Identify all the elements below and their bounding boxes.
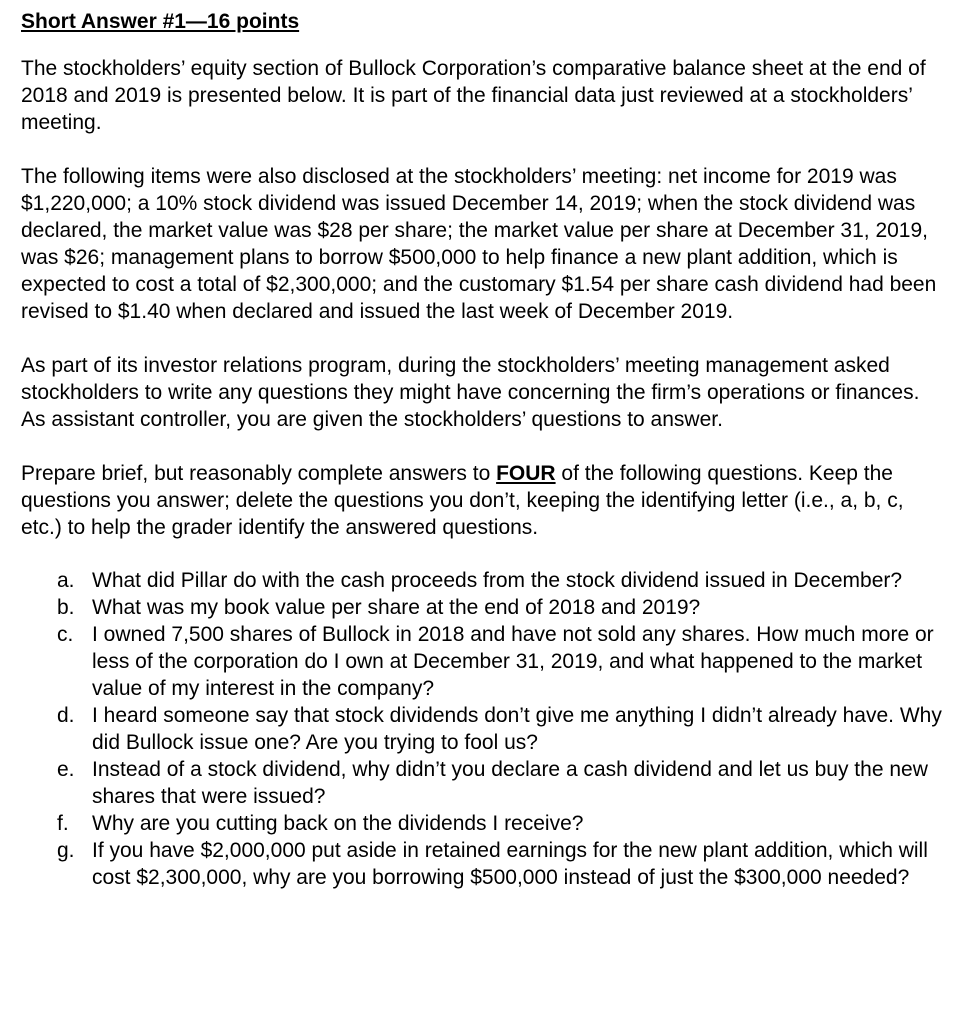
intro-paragraph: The stockholders’ equity section of Bullock Corporation’s comparative balance sheet at the end of 2018 and 2019 is presented below. It is part of the financial data just reviewed at a stockholders’ meeting. [21, 57, 926, 134]
question-text: What did Pillar do with the cash proceeds from the stock dividend issued in December? [92, 569, 903, 592]
instructions-emphasis: FOUR [496, 462, 556, 485]
question-text: Instead of a stock dividend, why didn’t you declare a cash dividend and let us buy the new shares that were issued? [92, 758, 928, 808]
question-text: What was my book value per share at the end of 2018 and 2019? [92, 596, 701, 619]
instructions-text-before: Prepare brief, but reasonably complete answers to [21, 462, 497, 485]
question-letter: e. [57, 758, 75, 781]
question-item-c [21, 621, 946, 702]
document-page [21, 8, 946, 891]
question-letter: f. [57, 812, 69, 835]
question-item-g [21, 837, 946, 891]
question-letter: c. [57, 623, 74, 646]
question-letter: b. [57, 596, 75, 619]
question-item-a [21, 567, 946, 594]
question-text: Why are you cutting back on the dividends I receive? [92, 812, 584, 835]
question-item-e [21, 756, 946, 810]
question-text: I owned 7,500 shares of Bullock in 2018 and have not sold any shares. How much more or less of the corporation do I own at December 31, 2019, and what happened to the market value of my interest in the company? [92, 623, 934, 700]
instructions-text-after: of the following questions. Keep the questions you answer; delete the questions you don’t, keeping the identifying letter (i.e., a, b, c, etc.) to help the grader identify the answered questions. [21, 462, 904, 539]
question-text: I heard someone say that stock dividends don’t give me anything I didn’t already have. Why did Bullock issue one? Are you trying to fool us? [92, 704, 942, 754]
question-item-f [21, 810, 946, 837]
question-letter: g. [57, 839, 75, 862]
question-list [21, 567, 946, 891]
question-item-b [21, 594, 946, 621]
question-item-d [21, 702, 946, 756]
disclosures-paragraph: The following items were also disclosed at the stockholders’ meeting: net income for 2019 was $1,220,000; a 10% stock dividend was issued December 14, 2019; when the stock dividend was declared, the market value was $28 per share; the market value per share at December 31, 2019, was $26; management plans to borrow $500,000 to help finance a new plant addition, which is expected to cost a total of $2,300,000; and the customary $1.54 per share cash dividend had been revised to $1.40 when declared and issued the last week of December 2019. [21, 165, 937, 323]
question-text: If you have $2,000,000 put aside in retained earnings for the new plant addition, which will cost $2,300,000, why are you borrowing $500,000 instead of just the $300,000 needed? [92, 839, 928, 889]
instructions-paragraph [21, 460, 946, 541]
question-letter: a. [57, 569, 75, 592]
question-letter: d. [57, 704, 75, 727]
investor-relations-paragraph: As part of its investor relations program, during the stockholders’ meeting management asked stockholders to write any questions they might have concerning the firm’s operations or finances. As assistant controller, you are given the stockholders’ questions to answer. [21, 354, 920, 431]
document-title: Short Answer #1—16 points [21, 10, 300, 33]
